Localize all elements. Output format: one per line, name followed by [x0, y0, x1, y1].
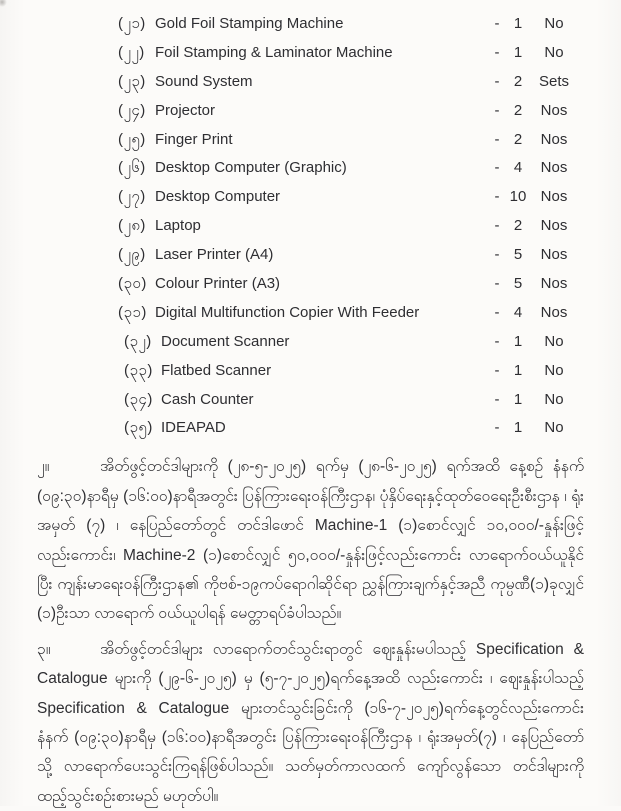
- item-quantity: 1: [513, 390, 523, 408]
- list-item: [0, 43, 621, 72]
- item-number: (၂၃): [118, 72, 146, 90]
- item-number: (၂၅): [118, 130, 146, 148]
- list-item: [0, 101, 621, 130]
- list-item: [0, 361, 621, 390]
- list-item: [0, 130, 621, 159]
- item-quantity: 2: [513, 101, 523, 119]
- dash-separator: -: [494, 361, 500, 379]
- item-quantity: 4: [513, 303, 523, 321]
- list-item: [0, 187, 621, 216]
- item-quantity: 1: [513, 43, 523, 61]
- list-item: [0, 72, 621, 101]
- item-quantity: 2: [513, 217, 523, 235]
- list-item: [0, 332, 621, 361]
- item-number: (၃၀): [118, 275, 147, 293]
- dash-separator: -: [494, 130, 500, 148]
- item-number: (၃၁): [118, 303, 147, 321]
- item-unit: Nos: [540, 217, 568, 235]
- item-name: IDEAPAD: [161, 419, 226, 437]
- notice-paragraphs: [0, 452, 621, 811]
- item-unit: No: [544, 43, 564, 61]
- item-number: (၂၁): [118, 15, 146, 32]
- item-quantity: 1: [513, 361, 523, 379]
- dash-separator: -: [494, 72, 500, 90]
- item-quantity: 1: [513, 332, 523, 350]
- item-quantity: 1: [513, 419, 523, 437]
- item-quantity: 2: [513, 72, 523, 90]
- paragraph-text: အိတ်ဖွင့်တင်ဒါများကို (၂၈-၅-၂၀၂၅) ရက်မှ (၂၈-၆-၂၀၂၅) ရက်အထိ နေ့စဉ် နံနက် (၀၉:၃၀)နာရီမှ (၁၆:၀၀)နာရီအတွင်း ပြန်ကြားရေးဝန်ကြီးဌာန၊ ပုံနှိပ်ရေးနှင့်ထုတ်ဝေရေးဦးစီးဌာန ၊ ရုံးအမှတ် (၇) ၊ နေပြည်တော်တွင် တင်ဒါဖောင် Machine-1 (၁)စောင်လျှင် ၁၀,၀၀၀/-နှုန်းဖြင့် လည်းကောင်း၊ Machine-2 (၁)စောင်လျှင် ၅၀,၀၀၀/-နှုန်းဖြင့်လည်းကောင်း လာရောက်ဝယ်ယူနိုင်ပြီး ကျန်းမာရေးဝန်ကြီးဌာန၏ ကိုဗစ်-၁၉ကပ်ရောဂါဆိုင်ရာ ညွှန်ကြားချက်နှင့်အညီ ကုမ္ပဏီ(၁)ခုလျှင် (၁)ဦးသာ လာရောက် ဝယ်ယူပါရန် မေတ္တာရပ်ခံပါသည်။: [37, 458, 584, 623]
- item-unit: Nos: [540, 303, 568, 321]
- list-item: [0, 274, 621, 303]
- item-unit: Nos: [540, 159, 568, 177]
- dash-separator: -: [494, 275, 500, 293]
- dash-separator: -: [494, 188, 500, 206]
- dash-separator: -: [494, 246, 500, 264]
- item-quantity: 10: [509, 188, 527, 206]
- dash-separator: -: [494, 217, 500, 235]
- item-unit: Nos: [540, 101, 568, 119]
- item-name: Flatbed Scanner: [161, 361, 272, 379]
- item-unit: No: [544, 332, 564, 350]
- item-name: Cash Counter: [161, 390, 254, 408]
- item-name: Foil Stamping & Laminator Machine: [155, 43, 393, 61]
- list-item: [0, 216, 621, 245]
- item-number: (၂၆): [118, 159, 146, 177]
- item-unit: Nos: [540, 275, 568, 293]
- item-quantity: 5: [513, 246, 523, 264]
- equipment-list: [0, 10, 621, 447]
- dash-separator: -: [494, 303, 500, 321]
- item-number: (၂၂): [118, 43, 145, 61]
- item-name: Colour Printer (A3): [155, 275, 281, 293]
- item-number: (၂၉): [118, 246, 146, 264]
- item-number: (၂၄): [118, 101, 146, 119]
- scan-artifact: [0, 0, 7, 7]
- item-quantity: 4: [513, 159, 523, 177]
- item-name: Document Scanner: [161, 332, 290, 350]
- list-item: [0, 418, 621, 447]
- paragraph: [37, 452, 584, 628]
- item-name: Digital Multifunction Copier With Feeder: [155, 303, 420, 321]
- item-quantity: 2: [513, 130, 523, 148]
- item-number: (၃၃): [124, 361, 153, 379]
- item-name: Gold Foil Stamping Machine: [155, 15, 344, 32]
- list-item: [0, 158, 621, 187]
- item-number: (၃၄): [124, 390, 153, 408]
- list-item: [0, 390, 621, 419]
- paragraph: [37, 635, 584, 811]
- item-unit: Nos: [540, 246, 568, 264]
- item-unit: No: [544, 390, 564, 408]
- item-unit: Sets: [538, 72, 569, 90]
- item-unit: No: [544, 419, 564, 437]
- dash-separator: -: [494, 101, 500, 119]
- list-item: [0, 303, 621, 332]
- item-name: Finger Print: [155, 130, 233, 148]
- dash-separator: -: [494, 390, 500, 408]
- item-number: (၂၇): [118, 188, 146, 206]
- item-quantity: 5: [513, 275, 523, 293]
- item-name: Laser Printer (A4): [155, 246, 274, 264]
- dash-separator: -: [494, 332, 500, 350]
- dash-separator: -: [494, 15, 500, 32]
- item-quantity: 1: [513, 15, 523, 32]
- dash-separator: -: [494, 419, 500, 437]
- item-name: Projector: [155, 101, 216, 119]
- item-number: (၂၈): [118, 217, 146, 235]
- list-item: [0, 14, 621, 43]
- item-name: Desktop Computer: [155, 188, 281, 206]
- item-unit: No: [544, 15, 564, 32]
- item-unit: No: [544, 361, 564, 379]
- paragraph-number: ၂။: [37, 458, 50, 476]
- item-number: (၃၅): [124, 419, 153, 437]
- item-name: Desktop Computer (Graphic): [155, 159, 347, 177]
- dash-separator: -: [494, 159, 500, 177]
- item-number: (၃၂): [124, 332, 152, 350]
- dash-separator: -: [494, 43, 500, 61]
- paragraph-number: ၃။: [37, 640, 51, 658]
- item-name: Sound System: [155, 72, 253, 90]
- item-name: Laptop: [155, 217, 201, 235]
- list-item: [0, 245, 621, 274]
- item-unit: Nos: [540, 188, 568, 206]
- paragraph-text: အိတ်ဖွင့်တင်ဒါများ လာရောက်တင်သွင်းရာတွင် ဈေးနှုန်းမပါသည့် Specification & Catalogue များကို (၂၉-၆-၂၀၂၅) မှ (၅-၇-၂၀၂၅)ရက်နေ့အထိ လည်းကောင်း ၊ ဈေးနှုန်းပါသည့် Specification & Catalogue များတင်သွင်းခြင်းကို (၁၆-၇-၂၀၂၅)ရက်နေ့တွင်လည်းကောင်း နံနက် (၀၉:၃၀)နာရီမှ (၁၆:၀၀)နာရီအတွင်း ပြန်ကြားရေးဝန်ကြီးဌာန ၊ ရုံးအမှတ်(၇) ၊ နေပြည်တော်သို့ လာရောက်ပေးသွင်းကြရန်ဖြစ်ပါသည်။ သတ်မှတ်ကာလထက် ကျော်လွန်သော တင်ဒါများကို ထည့်သွင်းစဉ်းစားမည် မဟုတ်ပါ။: [37, 640, 584, 805]
- item-unit: Nos: [540, 130, 568, 148]
